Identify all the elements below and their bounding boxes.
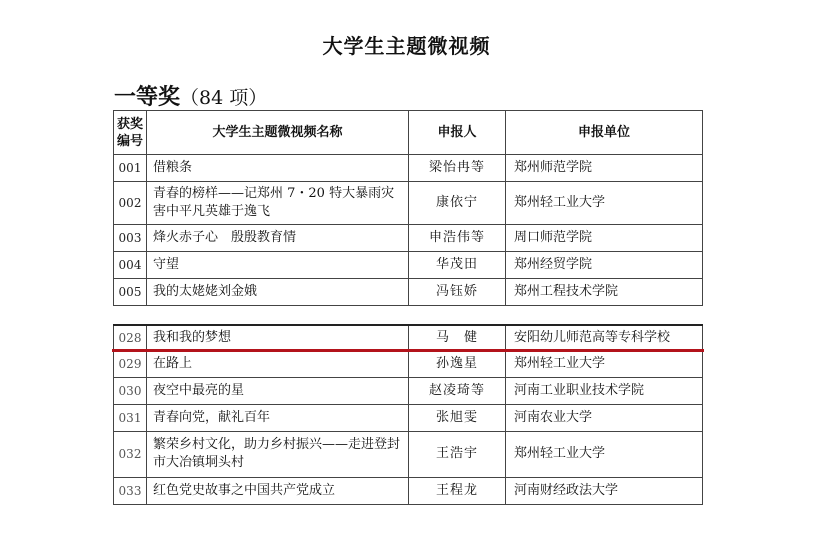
table-row <box>114 155 703 182</box>
award-no-cell: 033 <box>114 477 147 504</box>
table-row <box>114 279 703 306</box>
highlight-underline <box>112 349 704 352</box>
unit-cell: 安阳幼儿师范高等专科学校 <box>506 325 703 350</box>
award-no-cell: 004 <box>114 252 147 279</box>
award-no-cell: 032 <box>114 431 147 477</box>
award-no-cell: 031 <box>114 404 147 431</box>
video-name-cell: 红色党史故事之中国共产党成立 <box>147 477 409 504</box>
award-no-cell: 001 <box>114 155 147 182</box>
unit-cell: 郑州经贸学院 <box>506 252 703 279</box>
table-row <box>114 182 703 225</box>
award-no-cell: 028 <box>114 325 147 350</box>
unit-cell: 河南工业职业技术学院 <box>506 377 703 404</box>
applicant-cell: 梁怡冉等 <box>409 155 506 182</box>
document-title: 大学生主题微视频 <box>322 34 491 58</box>
award-no-cell: 003 <box>114 225 147 252</box>
table-row <box>114 404 703 431</box>
table-row <box>114 431 703 477</box>
applicant-cell: 申浩伟等 <box>409 225 506 252</box>
applicant-cell: 华茂田 <box>409 252 506 279</box>
unit-cell: 郑州工程技术学院 <box>506 279 703 306</box>
award-no-cell: 030 <box>114 377 147 404</box>
award-no-cell: 002 <box>114 182 147 225</box>
award-no-cell: 005 <box>114 279 147 306</box>
header-award-no: 获奖编号 <box>114 111 147 155</box>
header-unit: 申报单位 <box>506 111 703 155</box>
unit-cell: 郑州师范学院 <box>506 155 703 182</box>
table-row <box>114 225 703 252</box>
table-row <box>114 325 703 350</box>
applicant-cell: 张旭雯 <box>409 404 506 431</box>
table-header-row <box>114 111 703 155</box>
header-applicant: 申报人 <box>409 111 506 155</box>
video-name-cell: 借粮条 <box>147 155 409 182</box>
applicant-cell: 冯钰娇 <box>409 279 506 306</box>
unit-cell: 周口师范学院 <box>506 225 703 252</box>
table-row <box>114 252 703 279</box>
video-name-cell: 烽火赤子心 殷殷教育情 <box>147 225 409 252</box>
video-name-cell: 繁荣乡村文化，助力乡村振兴——走进登封市大冶镇垌头村 <box>147 431 409 477</box>
video-name-cell: 在路上 <box>147 350 409 377</box>
unit-cell: 河南农业大学 <box>506 404 703 431</box>
table-row <box>114 350 703 377</box>
unit-cell: 郑州轻工业大学 <box>506 182 703 225</box>
applicant-cell: 赵凌琦等 <box>409 377 506 404</box>
video-name-cell: 夜空中最亮的星 <box>147 377 409 404</box>
applicant-cell: 王浩宇 <box>409 431 506 477</box>
section-count: （84 项） <box>180 87 268 109</box>
header-video-name: 大学生主题微视频名称 <box>147 111 409 155</box>
video-name-cell: 青春向党，献礼百年 <box>147 404 409 431</box>
award-no-cell: 029 <box>114 350 147 377</box>
video-name-cell: 守望 <box>147 252 409 279</box>
video-name-cell: 我的太姥姥刘金娥 <box>147 279 409 306</box>
video-name-cell: 青春的榜样——记郑州 7・20 特大暴雨灾害中平凡英雄于逸飞 <box>147 182 409 225</box>
applicant-cell: 马 健 <box>409 325 506 350</box>
applicant-cell: 康依宁 <box>409 182 506 225</box>
applicant-cell: 孙逸星 <box>409 350 506 377</box>
unit-cell: 河南财经政法大学 <box>506 477 703 504</box>
table-row <box>114 477 703 504</box>
video-name-cell: 我和我的梦想 <box>147 325 409 350</box>
unit-cell: 郑州轻工业大学 <box>506 431 703 477</box>
unit-cell: 郑州轻工业大学 <box>506 350 703 377</box>
section-title: 一等奖 <box>114 85 181 110</box>
applicant-cell: 王程龙 <box>409 477 506 504</box>
awards-table-top <box>113 110 703 306</box>
table-row <box>114 377 703 404</box>
section-heading <box>114 80 267 111</box>
